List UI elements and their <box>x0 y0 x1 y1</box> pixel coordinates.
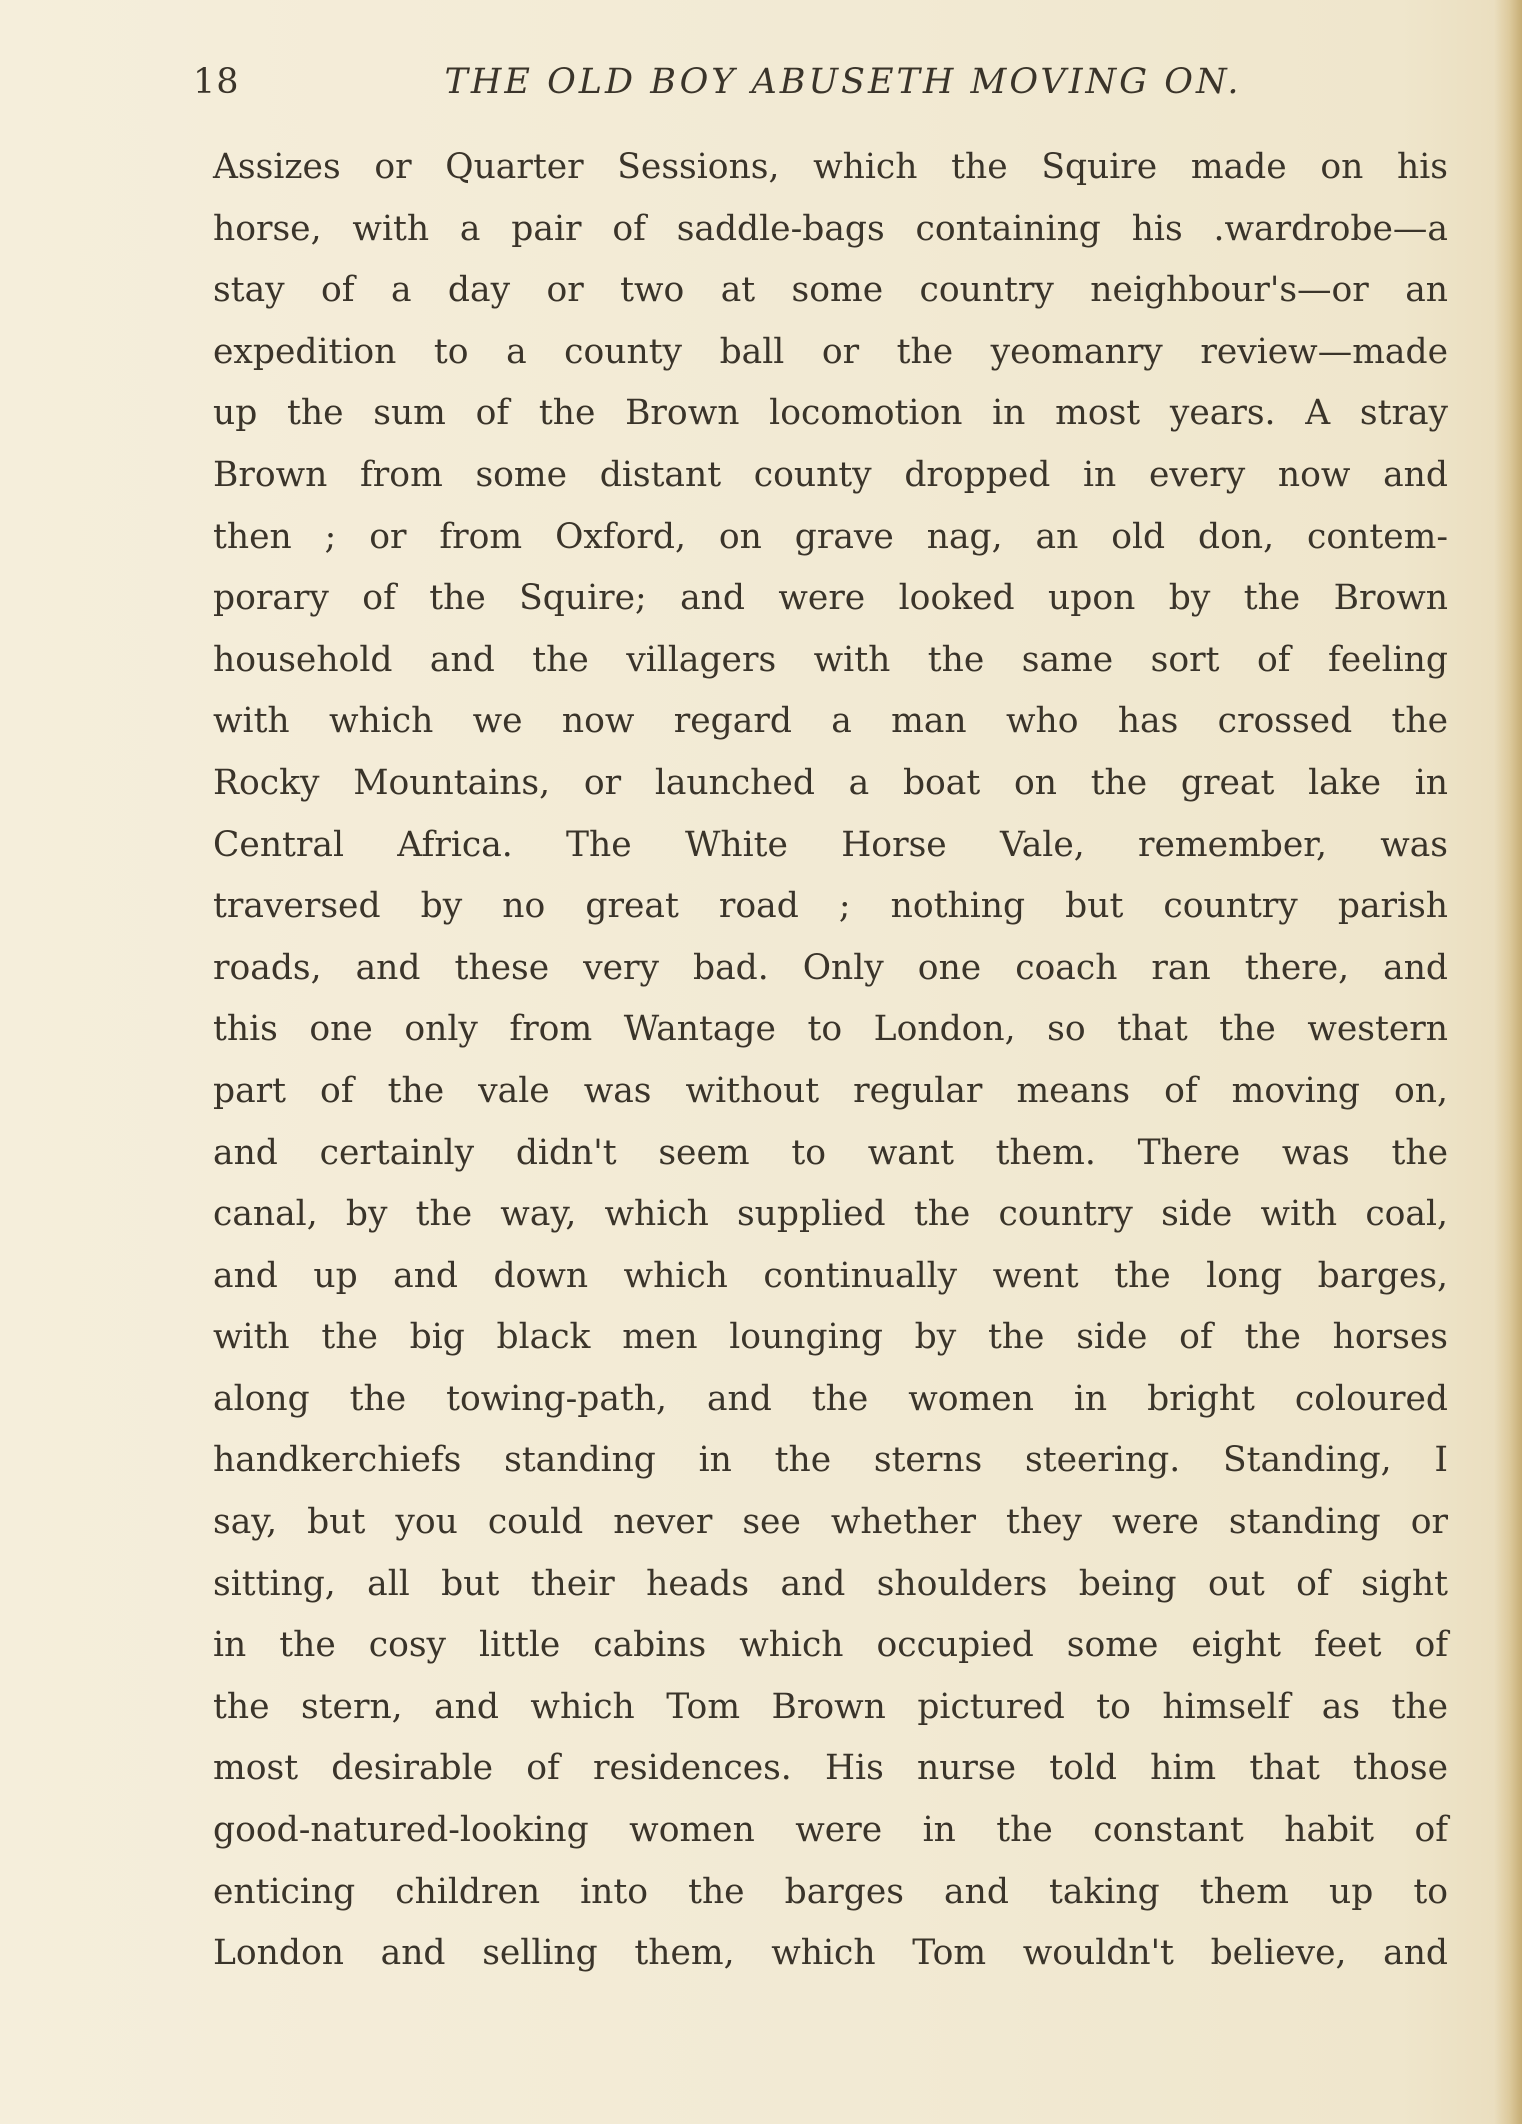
text-line: sitting, all but their heads and shoulders being out of sight <box>213 1563 1448 1604</box>
text-line: Central Africa. The White Horse Vale, remember, was <box>213 824 1448 865</box>
text-line: in the cosy little cabins which occupied some eight feet of <box>213 1625 1448 1666</box>
text-line: Brown from some distant county dropped in every now and <box>213 454 1448 495</box>
text-line: part of the vale was without regular means of moving on, <box>213 1070 1448 1111</box>
text-line: say, but you could never see whether they were standing or <box>213 1502 1448 1543</box>
text-line: and up and down which continually went the long barges, <box>213 1255 1448 1296</box>
text-line: traversed by no great road ; nothing but country parish <box>213 886 1448 927</box>
text-line: this one only from Wantage to London, so that the western <box>213 1009 1448 1050</box>
text-line: expedition to a county ball or the yeomanry review—made <box>213 331 1448 372</box>
running-head-title: THE OLD BOY ABUSETH MOVING ON. <box>444 62 1242 102</box>
text-line: along the towing-path, and the women in bright coloured <box>213 1378 1448 1419</box>
running-head <box>193 62 1443 118</box>
text-line: the stern, and which Tom Brown pictured to himself as the <box>213 1686 1448 1727</box>
body-text <box>213 137 1448 1985</box>
text-line: stay of a day or two at some country neighbour's—or an <box>213 270 1448 311</box>
text-line: and certainly didn't seem to want them. There was the <box>213 1132 1448 1173</box>
text-line: London and selling them, which Tom wouldn't believe, and <box>213 1933 1448 1974</box>
page-edge-shadow <box>1494 0 1522 2124</box>
text-line: enticing children into the barges and taking them up to <box>213 1871 1448 1912</box>
text-line: with the big black men lounging by the side of the horses <box>213 1317 1448 1358</box>
text-line: horse, with a pair of saddle-bags containing his .wardrobe—a <box>213 208 1448 249</box>
page-number: 18 <box>193 62 240 102</box>
text-line: porary of the Squire; and were looked upon by the Brown <box>213 578 1448 619</box>
text-line: roads, and these very bad. Only one coach ran there, and <box>213 947 1448 988</box>
text-line: canal, by the way, which supplied the country side with coal, <box>213 1194 1448 1235</box>
text-line: with which we now regard a man who has crossed the <box>213 701 1448 742</box>
text-line: up the sum of the Brown locomotion in most years. A stray <box>213 393 1448 434</box>
text-line: Rocky Mountains, or launched a boat on the great lake in <box>213 762 1448 803</box>
text-line: handkerchiefs standing in the sterns steering. Standing, I <box>213 1440 1448 1481</box>
text-line: then ; or from Oxford, on grave nag, an old don, contem- <box>213 516 1448 557</box>
text-line: good-natured-looking women were in the constant habit of <box>213 1810 1448 1851</box>
text-line: Assizes or Quarter Sessions, which the Squire made on his <box>213 147 1448 187</box>
text-line: most desirable of residences. His nurse told him that those <box>213 1748 1448 1789</box>
text-line: household and the villagers with the same sort of feeling <box>213 639 1448 680</box>
